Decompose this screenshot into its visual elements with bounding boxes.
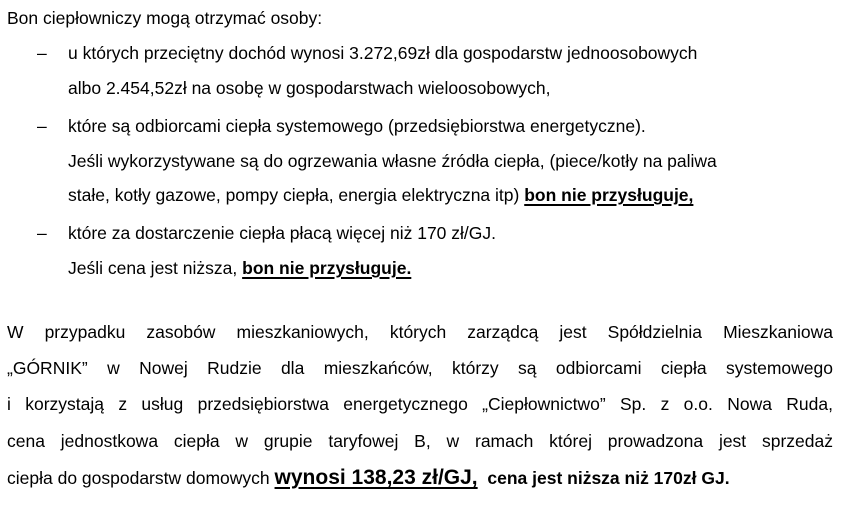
item-2-emphasis: bon nie przysługuje, — [524, 185, 694, 205]
item-2-line-2: Jeśli wykorzystywane są do ogrzewania własne źródła ciepła, (piece/kotły na paliwa — [68, 151, 717, 171]
item-2-line-3 — [68, 184, 693, 206]
paragraph-line-4: cena jednostkowa ciepła w grupie taryfowej B, w ramach której prowadzona jest sprzedaż — [7, 431, 833, 451]
paragraph-line-5 — [7, 467, 833, 489]
item-3-emphasis: bon nie przysługuje. — [242, 258, 412, 278]
item-1-line-2: albo 2.454,52zł na osobę w gospodarstwach wieloosobowych, — [68, 78, 551, 98]
item-1-line-1: u których przeciętny dochód wynosi 3.272,69zł dla gospodarstw jednoosobowych — [68, 43, 698, 63]
item-3-line-2-text: Jeśli cena jest niższa, — [68, 258, 238, 278]
item-2-line-3-text: stałe, kotły gazowe, pompy ciepła, energia elektryczna itp) — [68, 185, 520, 205]
price-emphasis: wynosi 138,23 zł/GJ, — [274, 466, 478, 489]
item-3-line-1: które za dostarczenie ciepła płacą więcej niż 170 zł/GJ. — [68, 223, 496, 243]
paragraph-line-5-text: ciepła do gospodarstw domowych — [7, 468, 270, 488]
paragraph-line-1: W przypadku zasobów mieszkaniowych, których zarządcą jest Spółdzielnia Mieszkaniowa — [7, 322, 833, 342]
price-comparison: cena jest niższa niż 170zł GJ. — [487, 468, 730, 488]
item-3-line-2 — [68, 257, 411, 279]
paragraph-line-2: „GÓRNIK” w Nowej Rudzie dla mieszkańców, którzy są odbiorcami ciepła systemowego — [7, 358, 833, 378]
intro-text: Bon ciepłowniczy mogą otrzymać osoby: — [7, 8, 323, 28]
paragraph-line-3: i korzystają z usług przedsiębiorstwa energetycznego „Ciepłownictwo” Sp. z o.o. Nowa Ruda, — [7, 394, 833, 414]
bullet-dash: – — [37, 223, 47, 243]
bullet-dash: – — [37, 116, 47, 136]
bullet-dash: – — [37, 43, 47, 63]
item-2-line-1: które są odbiorcami ciepła systemowego (przedsiębiorstwa energetyczne). — [68, 116, 646, 136]
